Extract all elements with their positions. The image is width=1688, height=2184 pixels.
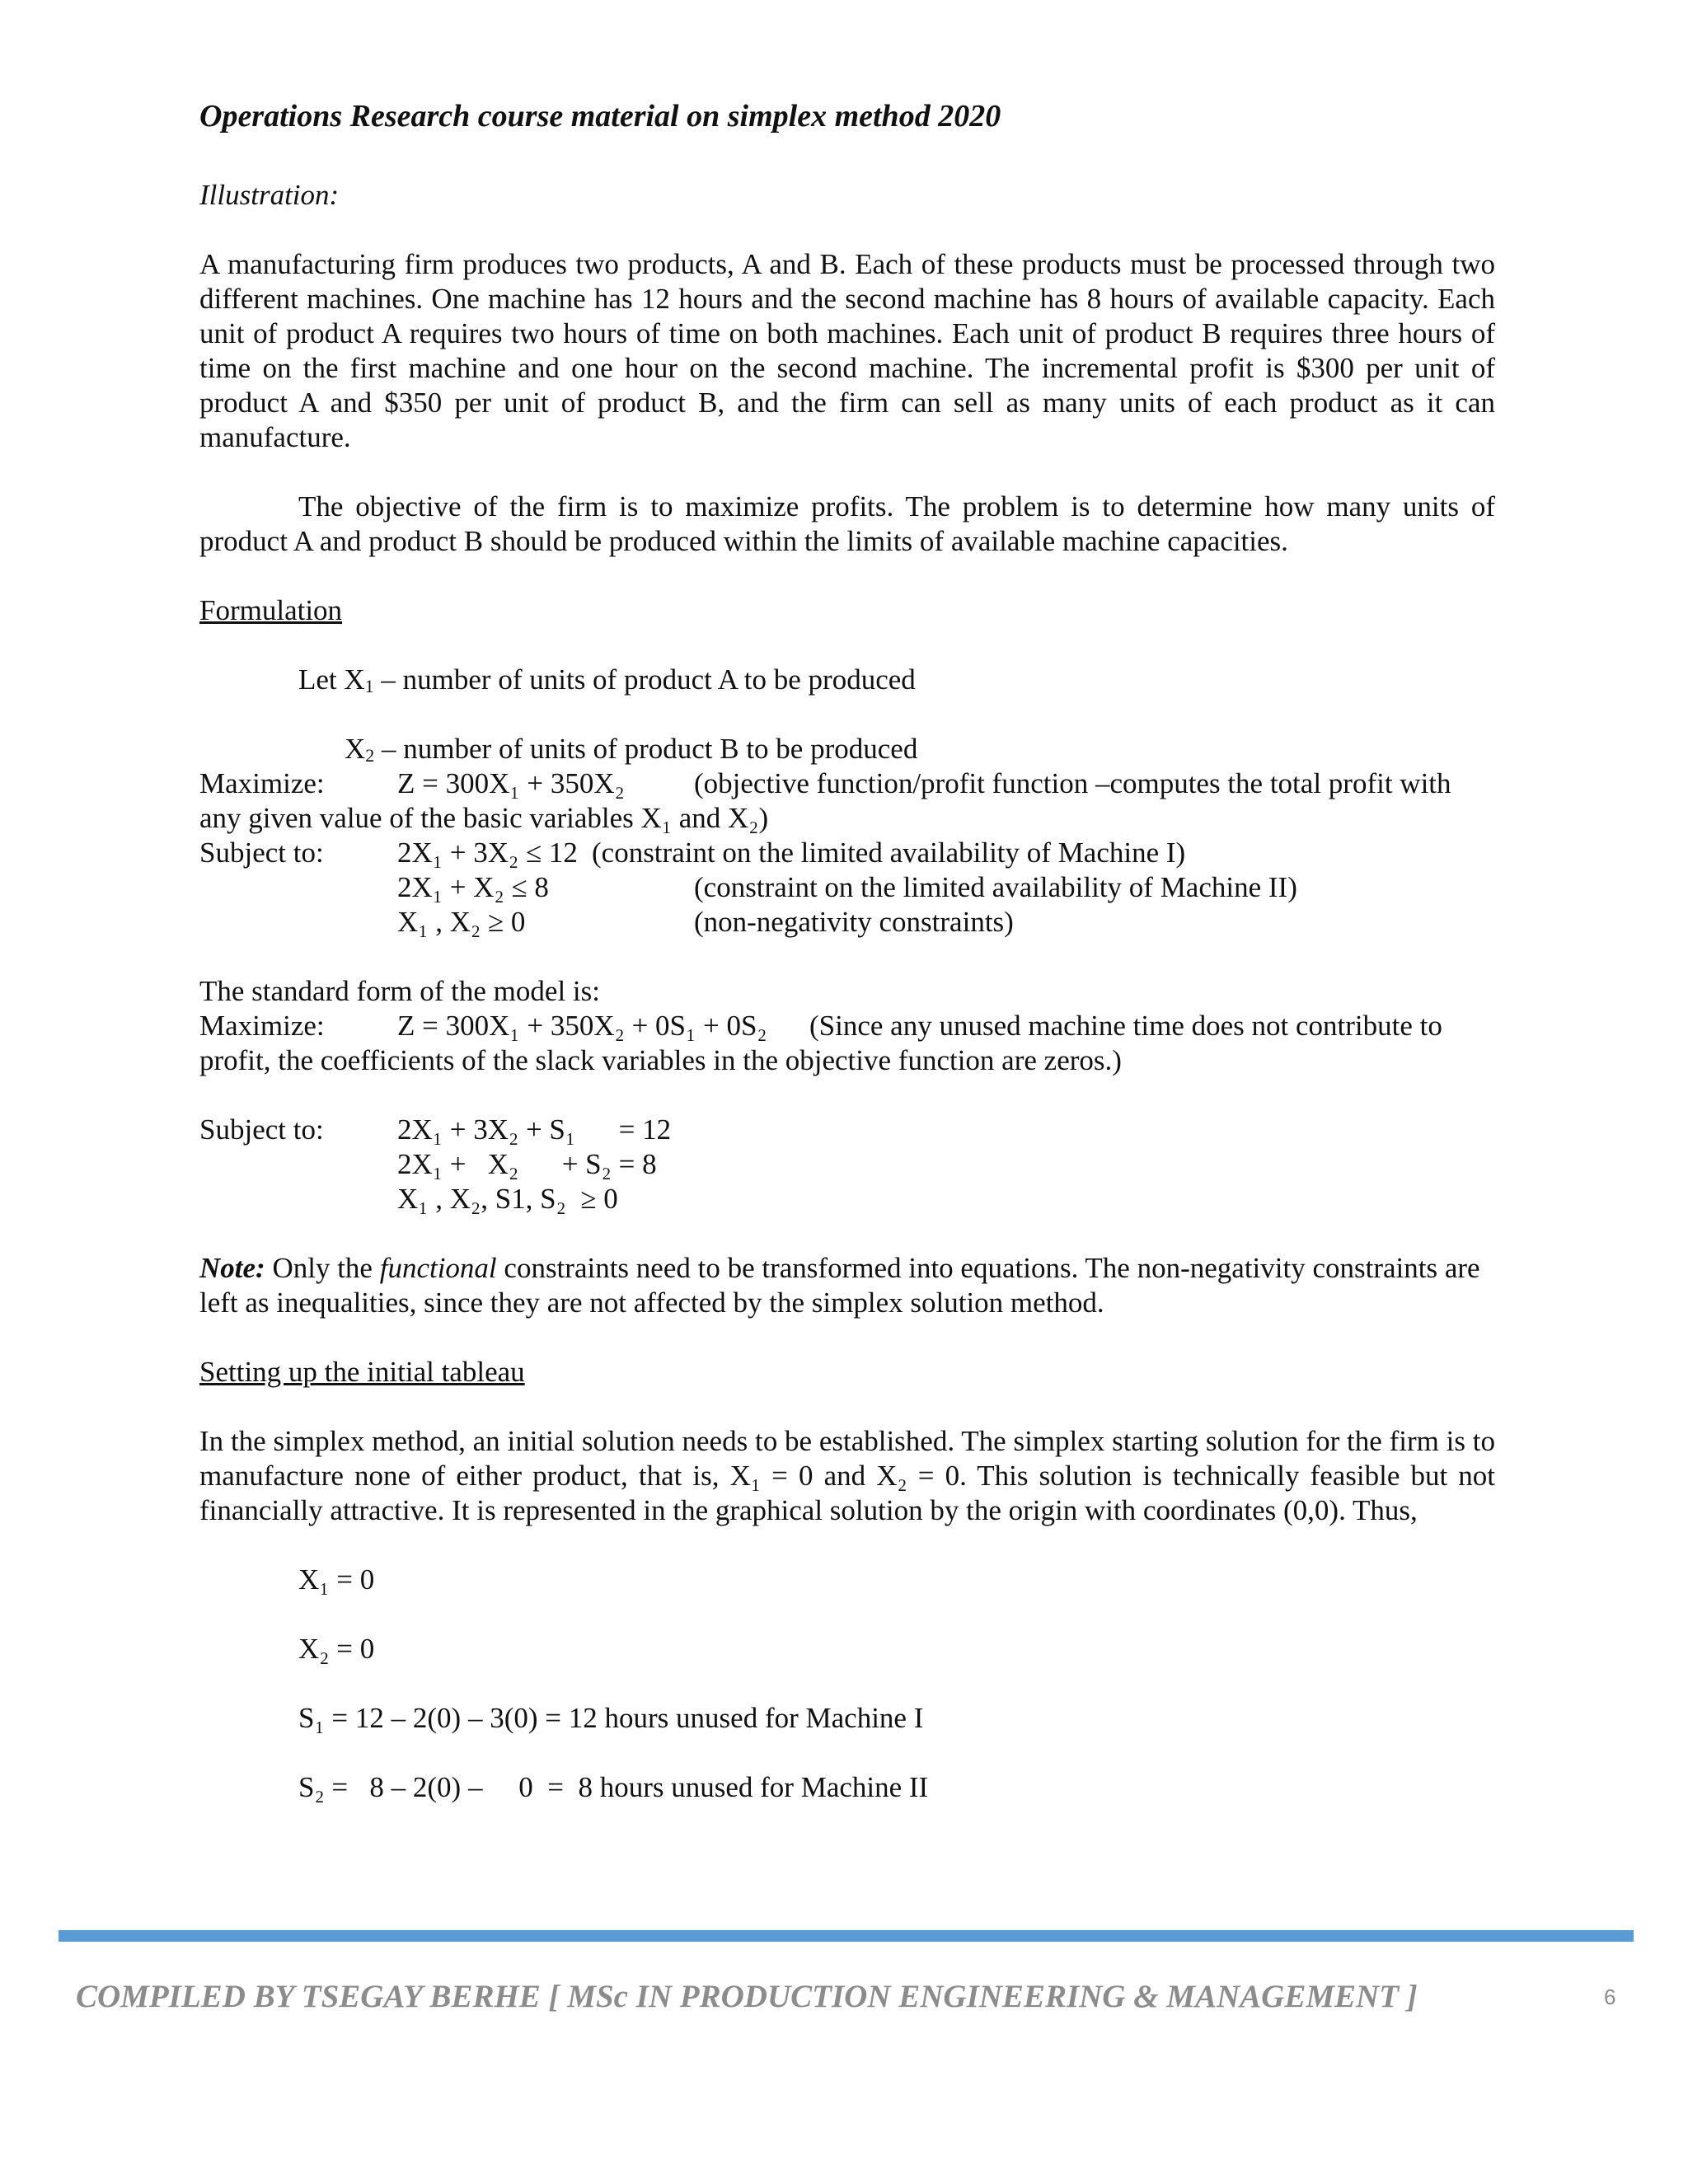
x2-value: X₂ = 0 xyxy=(298,1633,375,1665)
standard-eq3-line xyxy=(199,1182,1495,1216)
constraint-2-line xyxy=(199,870,1495,905)
footer-divider xyxy=(59,1930,1634,1942)
s1-value: S₁ = 12 – 2(0) – 3(0) = 12 hours unused for Machine I xyxy=(298,1702,924,1734)
let-x1-line: Let $X_1$ – number of units of product A to be produced xyxy=(298,663,916,696)
note-emphasis: functional xyxy=(379,1252,497,1284)
constraint-3-line xyxy=(199,905,1495,940)
constraint-1-line xyxy=(199,836,1495,870)
constraint-3-note: (non-negativity constraints) xyxy=(694,906,1014,938)
constraint-2-expr: 2X₁ + X₂ ≤ 8 xyxy=(397,871,549,903)
objective-note: (objective function/profit function –computes the total profit with xyxy=(694,767,1451,799)
standard-eq1: 2X₁ + 3X₂ + S₁ = 12 xyxy=(397,1113,672,1146)
x2-definition-line: $X_2$ – number of units of product B to be produced xyxy=(345,733,918,766)
standard-form-intro: The standard form of the model is: xyxy=(199,975,600,1007)
constraint-1-expr: 2X₁ + 3X₂ ≤ 12 xyxy=(397,837,578,869)
standard-eq2: 2X₁ + X₂ + S₂ = 8 xyxy=(397,1148,657,1180)
illustration-label: Illustration: xyxy=(199,179,340,211)
maximize-label: Maximize: xyxy=(199,767,325,799)
footer-credit: COMPILED BY TSEGAY BERHE [ MSc IN PRODUCTION ENGINEERING & MANAGEMENT ] xyxy=(76,1979,1418,2014)
tableau-heading: Setting up the initial tableau xyxy=(199,1356,525,1388)
standard-eq1-line xyxy=(199,1113,1495,1147)
objective-paragraph: The objective of the firm is to maximize profits. The problem is to determine how many units of product A and product B should be produced within the limits of available machine capacities. xyxy=(199,490,1495,557)
maximize-line xyxy=(199,766,1495,801)
standard-maximize-line xyxy=(199,1009,1495,1043)
document-header: Operations Research course material on simplex method 2020 xyxy=(199,99,1001,134)
objective-note-continued: any given value of the basic variables X₁ and X₂) xyxy=(199,802,769,834)
standard-note: (Since any unused machine time does not contribute to xyxy=(809,1010,1442,1042)
standard-eq3: X₁ , X₂, S1, S₂ ≥ 0 xyxy=(397,1183,618,1215)
s2-value: S₂ = 8 – 2(0) – 0 = 8 hours unused for Machine II xyxy=(298,1771,929,1803)
page-content xyxy=(199,97,1495,1805)
page-number: 6 xyxy=(1604,1985,1616,2009)
formulation-heading: Formulation xyxy=(199,594,343,626)
constraint-3-expr: X₁ , X₂ ≥ 0 xyxy=(397,906,526,938)
tableau-paragraph: In the simplex method, an initial solution needs to be established. The simplex starting solution for the firm is to manufacture none of either product, that is, X₁ = 0 and X₂ = 0. This solution is technically feasible but not financially attractive. It is represented in the graphical solution by the origin with coordinates (0,0). Thus, xyxy=(199,1425,1495,1526)
constraint-2-note: (constraint on the limited availability of Machine II) xyxy=(694,871,1297,903)
problem-paragraph: A manufacturing firm produces two products, A and B. Each of these products must be processed through two different machines. One machine has 12 hours and the second machine has 8 hours of available capacity. Each unit of product A requires two hours of time on both machines. Each unit of product B requires three hours of time on the first machine and one hour on the second machine. The incremental profit is $300 per unit of product A and $350 per unit of product B, and the firm can sell as many units of each product as it can manufacture. xyxy=(199,248,1495,453)
subject-to-label: Subject to: xyxy=(199,837,324,869)
x1-value: X₁ = 0 xyxy=(298,1563,375,1596)
constraint-1-note: (constraint on the limited availability of Machine I) xyxy=(592,837,1186,869)
standard-note-continued: profit, the coefficients of the slack variables in the objective function are zeros.) xyxy=(199,1044,1122,1076)
note-label: Note: xyxy=(199,1252,265,1284)
standard-eq2-line xyxy=(199,1147,1495,1182)
standard-objective: Z = 300X₁ + 350X₂ + 0S₁ + 0S₂ xyxy=(397,1010,767,1042)
standard-maximize-label: Maximize: xyxy=(199,1010,325,1042)
note-paragraph: Note: Only the functional constraints need to be transformed into equations. The non-negativity constraints are left as inequalities, since they are not affected by the simplex solution method. xyxy=(199,1252,1480,1319)
objective-function: Z = 300X₁ + 350X₂ xyxy=(397,767,625,799)
standard-subject-label: Subject to: xyxy=(199,1113,324,1146)
